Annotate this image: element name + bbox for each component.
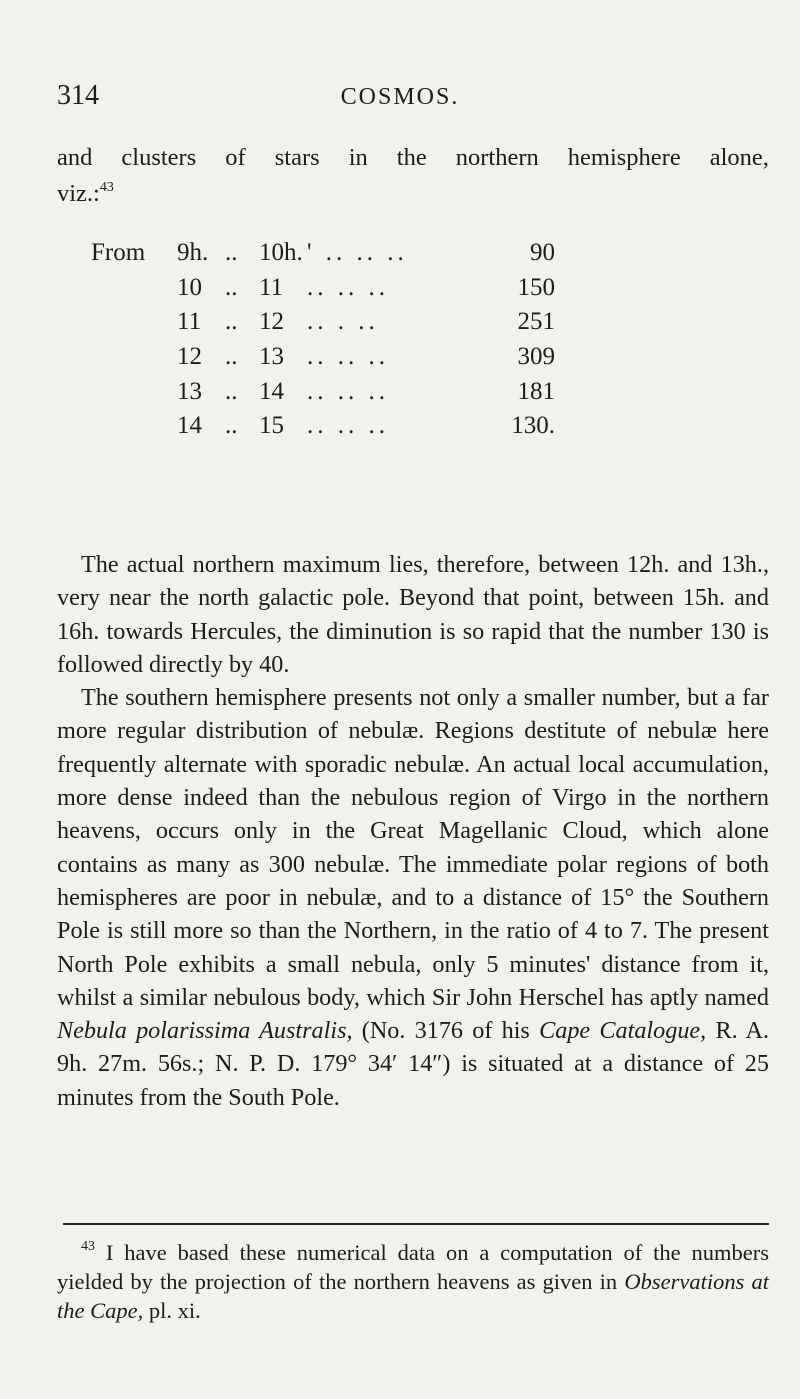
footnote-end: pl. xi. xyxy=(148,1298,201,1323)
intro-word: of xyxy=(225,144,246,171)
paragraph-southern-hemisphere xyxy=(57,681,769,1114)
end-hour: 11 xyxy=(259,273,284,301)
footnote-divider xyxy=(63,1223,769,1225)
coordinates-text: R. A. 9h. 27m. 56s.; N. P. D. 179° 34′ 14″) is situated at a distance of 25 minutes from the South Pole. xyxy=(57,1017,770,1111)
table-row xyxy=(91,271,555,306)
nebulae-count: 90 xyxy=(530,239,555,267)
intro-word: in xyxy=(348,144,368,171)
end-hour: 10h. xyxy=(259,239,303,267)
running-title: COSMOS. xyxy=(340,84,460,110)
dot-leader: .. .. .. xyxy=(307,412,389,440)
dot-leader: .. .. .. xyxy=(307,343,389,371)
end-hour: 13 xyxy=(259,343,284,371)
footnote-source: Observations at the Cape, xyxy=(57,1269,770,1323)
nebulae-count: 150 xyxy=(517,273,555,301)
table-row xyxy=(91,340,555,375)
catalogue-title: Cape Catalogue, xyxy=(539,1017,707,1045)
dot-leader: ' .. .. .. xyxy=(307,239,408,267)
page-number: 314 xyxy=(57,80,99,111)
paragraph-northern-maximum: The actual northern maximum lies, therefore, between 12h. and 13h., very near the north galactic pole. Beyond that point, between 15h. and 16h. towards Hercules, the diminution is so rapid that the number 130 is followed directly by 40. xyxy=(57,551,769,678)
main-text xyxy=(57,548,769,1114)
nebulae-count: 309 xyxy=(517,343,555,371)
footnote xyxy=(57,1238,769,1325)
footnote-number: 43 xyxy=(81,1239,95,1254)
intro-line-1 xyxy=(57,140,769,176)
start-hour: 11 xyxy=(177,308,202,336)
catalogue-reference: (No. 3176 of his xyxy=(361,1017,530,1045)
from-label: From xyxy=(91,239,146,267)
range-separator: .. xyxy=(225,239,238,267)
footnote-text: I have based these numerical data on a computation of the numbers yielded by the projection of the northern heavens as given in xyxy=(57,1240,769,1294)
dot-leader: .. . .. xyxy=(307,308,379,336)
range-separator: .. xyxy=(225,308,238,336)
end-hour: 14 xyxy=(259,377,284,405)
intro-line-2 xyxy=(57,176,769,212)
footnote-paragraph xyxy=(57,1238,769,1325)
start-hour: 12 xyxy=(177,343,202,371)
end-hour: 15 xyxy=(259,412,284,440)
range-separator: .. xyxy=(225,343,238,371)
intro-word: stars xyxy=(274,144,320,171)
nebulae-count: 181 xyxy=(517,377,555,405)
dot-leader: .. .. .. xyxy=(307,377,389,405)
intro-word: northern xyxy=(455,144,539,171)
nebulae-count: 130. xyxy=(511,412,555,440)
end-hour: 12 xyxy=(259,308,284,336)
start-hour: 10 xyxy=(177,273,202,301)
start-hour: 13 xyxy=(177,377,202,405)
table-row xyxy=(91,374,555,409)
nebulae-count-table xyxy=(91,236,555,444)
nebula-name: Nebula polarissima Australis, xyxy=(57,1017,353,1045)
table-row xyxy=(91,409,555,444)
table-row xyxy=(91,236,555,271)
southern-text: The southern hemisphere presents not only a smaller number, but a far more regular distribution of nebulæ. Regions destitute of nebulæ here frequently alternate with sporadic nebulæ. An actual local accumulation, more dense indeed than the nebulous region of Virgo in the northern heavens, occurs only in the Great Magellanic Cloud, which alone contains as many as 300 nebulæ. The immediate polar regions of both hemispheres are poor in nebulæ, and to a distance of 15° the Southern Pole is still more so than the Northern, in the ratio of 4 to 7. The present North Pole exhibits a small nebula, only 5 minutes' distance from it, whilst a similar nebulous body, which Sir John Herschel has aptly named xyxy=(57,684,769,1011)
footnote-reference: 43 xyxy=(99,180,114,195)
nebulae-count: 251 xyxy=(517,308,555,336)
intro-word: hemisphere xyxy=(567,144,681,171)
intro-word: alone, xyxy=(709,144,769,171)
start-hour: 9h. xyxy=(177,239,209,267)
intro-paragraph xyxy=(57,140,769,212)
intro-word: and xyxy=(57,144,93,171)
table-row xyxy=(91,305,555,340)
range-separator: .. xyxy=(225,377,238,405)
dot-leader: .. .. .. xyxy=(307,273,389,301)
start-hour: 14 xyxy=(177,412,202,440)
range-separator: .. xyxy=(225,273,238,301)
page-header xyxy=(0,80,800,120)
intro-word: the xyxy=(396,144,427,171)
intro-word: clusters xyxy=(121,144,197,171)
range-separator: .. xyxy=(225,412,238,440)
intro-viz: viz.: xyxy=(57,180,100,207)
